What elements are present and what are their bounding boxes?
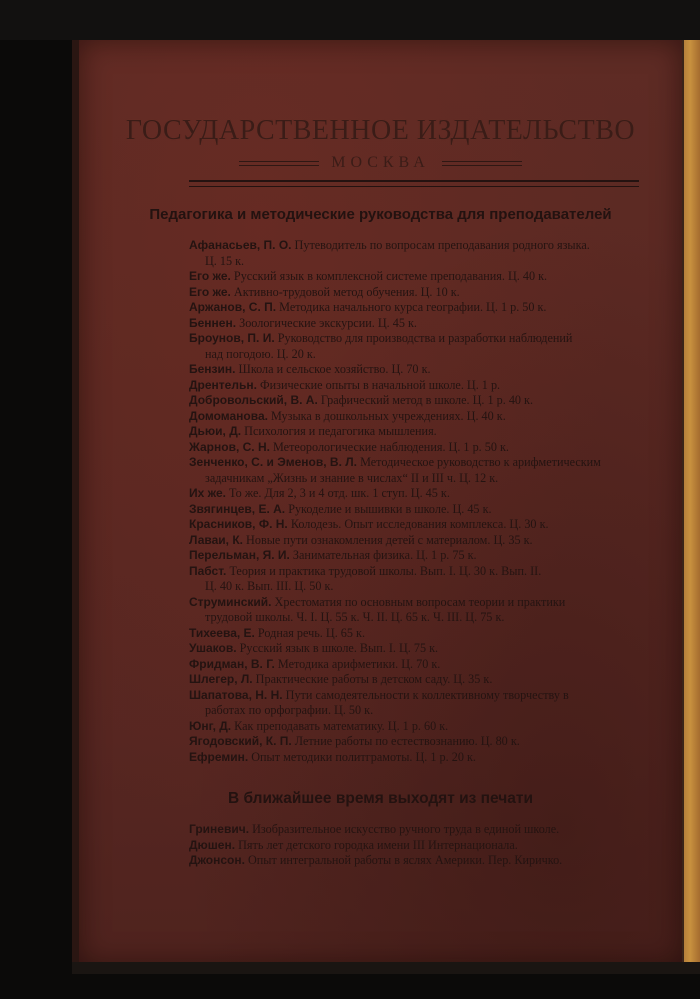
entry-author: Бензин. [189, 362, 236, 376]
entry-author: Перельман, Я. И. [189, 548, 290, 562]
entry-title: Опыт методики политграмоты. Ц. 1 р. 20 к. [248, 749, 476, 764]
entry-author: Афанасьев, П. О. [189, 238, 292, 252]
entry-title: Методика арифметики. Ц. 70 к. [274, 656, 441, 671]
entry-author: Струминский. [189, 594, 272, 609]
entry-title: Руководство для производства и разработки наблюдений [274, 331, 573, 345]
page-edge-strip [682, 40, 700, 970]
entry-author: Тихеева, Е. [189, 625, 255, 640]
entry-title: Занимательная физика. Ц. 1 р. 75 к. [289, 548, 477, 562]
entry-title: Практические работы в детском саду. Ц. 35 к. [252, 672, 493, 686]
entry-title: Путеводитель по вопросам преподавания родного языка. [291, 238, 590, 252]
catalog-entry [189, 838, 644, 854]
city-line [79, 154, 682, 172]
publisher-name: ГОСУДАРСТВЕННОЕ ИЗДАТЕЛЬСТВО [125, 115, 636, 146]
entry-title: Русский язык в школе. Вып. I. Ц. 75 к. [236, 641, 439, 655]
entry-continuation: работах по орфографии. Ц. 50 к. [205, 703, 374, 717]
entry-continuation: над погодою. Ц. 20 к. [205, 346, 316, 361]
catalog-entry [189, 378, 644, 394]
entry-title: Метеорологические наблюдения. Ц. 1 р. 50 к. [269, 439, 509, 454]
section-heading-pedagogy: Педагогика и методические руководства для преподавателей [149, 206, 612, 223]
entry-title: Музыка в дошкольных учреждениях. Ц. 40 к. [267, 408, 506, 423]
entry-author: Жарнов, С. Н. [189, 439, 270, 454]
entry-author: Шапатова, Н. Н. [189, 687, 283, 702]
entry-title: Как преподавать математику. Ц. 1 р. 60 к. [231, 718, 449, 733]
entry-title: Родная речь. Ц. 65 к. [254, 625, 366, 640]
entry-author: Лаваи, К. [189, 532, 243, 547]
entry-title: Активно-трудовой метод обучения. Ц. 10 к. [230, 284, 460, 299]
entry-title: Пути самодеятельности к коллективному творчеству в [282, 687, 569, 702]
city-name: МОСКВА [331, 154, 430, 171]
entry-author: Дьюи, Д. [189, 424, 242, 438]
entry-title: Опыт интегральной работы в яслях Америки. Пер. Киричко. [244, 853, 563, 867]
entry-title: Русский язык в комплексной системе преподавания. Ц. 40 к. [230, 269, 548, 283]
catalog-entry [189, 822, 644, 838]
entry-continuation: задачникам „Жизнь и знание в числах“ II и III ч. Ц. 12 к. [205, 470, 499, 485]
catalog-entry [189, 750, 644, 766]
entry-title: Рукоделие и вышивки в школе. Ц. 45 к. [285, 501, 492, 516]
upcoming-list [189, 822, 644, 869]
entry-continuation: трудовой школы. Ч. I. Ц. 55 к. Ч. II. Ц. 65 к. Ч. III. Ц. 75 к. [205, 610, 505, 624]
catalog-entry [189, 362, 644, 378]
entry-author: Дюшен. [189, 837, 236, 852]
entry-title: Школа и сельское хозяйство. Ц. 70 к. [235, 362, 431, 376]
entry-title: Хрестоматия по основным вопросам теории и практики [271, 594, 566, 609]
entry-title: Психология и педагогика мышления. [241, 424, 437, 438]
header-divider [189, 180, 639, 187]
entry-author: Аржанов, С. П. [189, 300, 277, 314]
catalog-entry [189, 285, 644, 301]
entry-author: Красников, Ф. Н. [189, 517, 288, 531]
catalog-list [189, 238, 644, 765]
city-rule-left [239, 161, 319, 166]
catalog-entry [189, 502, 644, 518]
entry-author: Дрентельн. [189, 377, 257, 392]
catalog-entry [189, 455, 644, 486]
entry-author: Их же. [189, 486, 226, 500]
book-back-cover [79, 40, 682, 965]
catalog-entry [189, 719, 644, 735]
catalog-entry [189, 440, 644, 456]
entry-title: Методика начального курса географии. Ц. 1 р. 50 к. [276, 300, 547, 314]
catalog-entry [189, 393, 644, 409]
catalog-entry [189, 331, 644, 362]
entry-title: Пять лет детского городка имени III Интернационала. [235, 837, 518, 852]
entry-author: Зенченко, С. и Эменов, В. Л. [189, 455, 358, 469]
entry-title: Теория и практика трудовой школы. Вып. I. Ц. 30 к. Вып. II. [226, 563, 542, 578]
entry-author: Броунов, П. И. [189, 331, 275, 345]
entry-title: Зоологические экскурсии. Ц. 45 к. [236, 315, 417, 330]
catalog-entry [189, 238, 644, 269]
catalog-entry [189, 595, 644, 626]
section-heading-upcoming: В ближайшее время выходят из печати [227, 790, 533, 807]
entry-author: Фридман, В. Г. [189, 656, 275, 671]
entry-title: Методическое руководство к арифметическим [357, 455, 601, 469]
entry-author: Гриневич. [189, 822, 250, 836]
scan-background [0, 0, 700, 40]
catalog-entry [189, 853, 644, 869]
catalog-entry [189, 533, 644, 549]
entry-author: Ефремин. [189, 749, 249, 764]
catalog-entry [189, 564, 644, 595]
catalog-entry [189, 657, 644, 673]
catalog-entry [189, 409, 644, 425]
catalog-entry [189, 548, 644, 564]
catalog-entry [189, 641, 644, 657]
entry-author: Его же. [189, 284, 231, 299]
entry-author: Звягинцев, Е. А. [189, 501, 286, 516]
catalog-entry [189, 424, 644, 440]
entry-author: Юнг, Д. [189, 718, 232, 733]
catalog-entry [189, 626, 644, 642]
entry-author: Шлегер, Л. [189, 672, 253, 686]
cover-left-edge [72, 40, 79, 965]
entry-author: Его же. [189, 269, 231, 283]
catalog-entry [189, 688, 644, 719]
entry-title: Колодезь. Опыт исследования комплекса. Ц. 30 к. [287, 517, 549, 531]
catalog-entry [189, 517, 644, 533]
catalog-entry [189, 269, 644, 285]
entry-title: Графический метод в школе. Ц. 1 р. 40 к. [317, 393, 534, 407]
entry-title: Физические опыты в начальной школе. Ц. 1 р. [256, 377, 501, 392]
entry-continuation: Ц. 40 к. Вып. III. Ц. 50 к. [205, 579, 334, 593]
entry-author: Беннен. [189, 315, 237, 330]
entry-title: То же. Для 2, 3 и 4 отд. шк. 1 ступ. Ц. 45 к. [226, 486, 450, 500]
catalog-entry [189, 672, 644, 688]
entry-author: Ушаков. [189, 641, 237, 655]
entry-author: Ягодовский, К. П. [189, 734, 292, 748]
entry-author: Добровольский, В. А. [189, 393, 318, 407]
catalog-entry [189, 300, 644, 316]
entry-author: Джонсон. [189, 853, 245, 867]
entry-title: Летние работы по естествознанию. Ц. 80 к. [291, 734, 520, 748]
catalog-entry [189, 316, 644, 332]
entry-title: Изобразительное искусство ручного труда в единой школе. [249, 822, 560, 836]
entry-author: Пабст. [189, 563, 227, 578]
entry-author: Домоманова. [189, 408, 268, 423]
entry-title: Новые пути ознакомления детей с материалом. Ц. 35 к. [243, 532, 533, 547]
catalog-entry [189, 486, 644, 502]
cover-bottom-edge [72, 962, 700, 974]
city-rule-right [442, 161, 522, 166]
catalog-entry [189, 734, 644, 750]
entry-continuation: Ц. 15 к. [205, 253, 245, 268]
